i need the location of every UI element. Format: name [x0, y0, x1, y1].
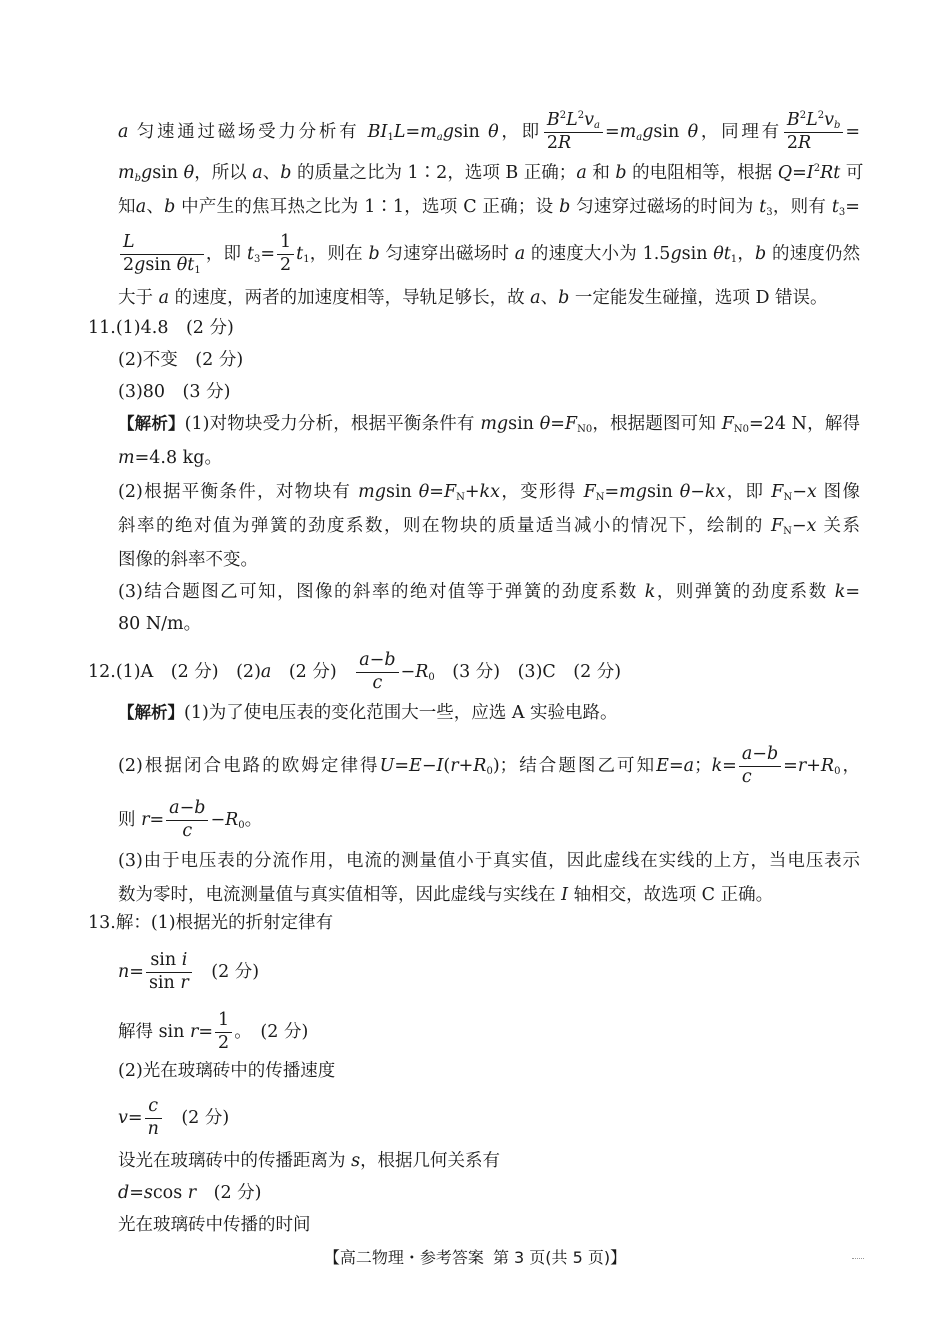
footer-mark: [852, 1258, 864, 1261]
footer-title: 【高二物理・参考答案: [323, 1248, 484, 1267]
q11-explain-5: 图像的斜率不变。: [118, 550, 258, 570]
q11-answer-2: (2)不变 (2 分): [118, 350, 244, 370]
q11-explain-1: 【解析】(1)对物块受力分析，根据平衡条件有 mgsin $\theta=F_{N0}$，根据题图可知 $F_{N0}=24$ N，解得: [118, 414, 860, 435]
q13-step-1: n= $\frac{\text{sin i}}{\text{sin r}}$ (2 分): [118, 950, 260, 993]
q11-explain-3: (2)根据平衡条件，对物块有 mgsin $\theta=F_N+kx$，变形得 $F_N=mgsin$ θ−kx，即 $F_N-x$ 图像: [118, 482, 860, 503]
q12-explain-3: 则 r= $\frac{a-b}{c}$ $-R_0$。: [118, 798, 263, 841]
q11-answer-3: (3)80 (3 分): [118, 382, 231, 402]
q12-explain-1: 【解析】(1)为了使电压表的变化范围大一些，应选 A 实验电路。: [118, 703, 618, 723]
q10-line-5: 大于 a 的速度，两者的加速度相等，导轨足够长，故 a、b 一定能发生碰撞，选项 D 错误。: [118, 288, 828, 308]
q12-explain-4: (3)由于电压表的分流作用，电流的测量值小于真实值，因此虚线在实线的上方，当电压表示: [118, 851, 860, 871]
q10-line-4: $\frac{L}{2gsin \theta t_1}$ ，即 $t_3=$ $\frac{1}{2}$ $t_1$，则在 b 匀速穿出磁场时 a 的速度大小为 1.5gsin $\theta t_1$，b 的速度仍然: [118, 232, 860, 277]
analysis-tag: 【解析】: [118, 414, 185, 433]
q12-answers: 12.(1)A (2 分) (2)a (2 分) $\frac{a-b}{c}$ $-R_0$ (3 分) (3)C (2 分): [88, 650, 622, 693]
q11-explain-7: 80 N/m。: [118, 614, 202, 634]
q11-explain-4: 斜率的绝对值为弹簧的劲度系数，则在物块的质量适当减小的情况下，绘制的 $F_N-x$ 关系: [118, 516, 860, 537]
q11-explain-6: (3)结合题图乙可知，图像的斜率的绝对值等于弹簧的劲度系数 k，则弹簧的劲度系数 k=: [118, 582, 860, 602]
q10-line-3: 知a、b 中产生的焦耳热之比为 1∶1，选项 C 正确；设 b 匀速穿过磁场的时间为 $t_3$，则有 $t_3=$: [118, 197, 860, 218]
q13-step-2: 解得 sin r= $\frac{1}{2}$ 。 (2 分): [118, 1010, 309, 1053]
q12-explain-5: 数为零时，电流测量值与真实值相等，因此虚线与实线在 I 轴相交，故选项 C 正确。: [118, 885, 774, 905]
q10-line-1: a 匀速通过磁场受力分析有 $BI_1L=m_agsin$ θ，即 $\frac{B^2L^2v_a}{2R}$ $=m_agsin$ θ，同理有 $\frac{B^2L^2v_b}{2R}$ =: [118, 110, 861, 153]
analysis-tag: 【解析】: [118, 703, 184, 722]
q13-step-7: 光在玻璃砖中传播的时间: [118, 1215, 311, 1235]
q13-heading: 13.解：(1)根据光的折射定律有: [88, 913, 334, 933]
footer-page-number: 第 3 页(共 5 页)】: [492, 1248, 627, 1267]
q10-line-2: $m_bgsin$ θ，所以 a、b 的质量之比为 1∶2，选项 B 正确；a 和 b 的电阻相等，根据 $Q=I^2Rt$ 可: [118, 163, 864, 184]
page-footer: [0, 1246, 950, 1270]
q12-explain-2: (2)根据闭合电路的欧姆定律得$U=E-I(r+R_0)$；结合题图乙可知E=a；k= $\frac{a-b}{c}$ $=r+R_0$，: [118, 744, 860, 787]
q13-step-4: v= $\frac{c}{n}$ (2 分): [118, 1096, 230, 1139]
q13-step-3: (2)光在玻璃砖中的传播速度: [118, 1061, 336, 1081]
q11-answer-1: 11.(1)4.8 (2 分): [88, 318, 234, 338]
q11-explain-2: m=4.8 kg。: [118, 448, 222, 468]
q13-step-5: 设光在玻璃砖中的传播距离为 s，根据几何关系有: [118, 1151, 501, 1171]
q13-step-6: d=scos r (2 分): [118, 1183, 262, 1203]
